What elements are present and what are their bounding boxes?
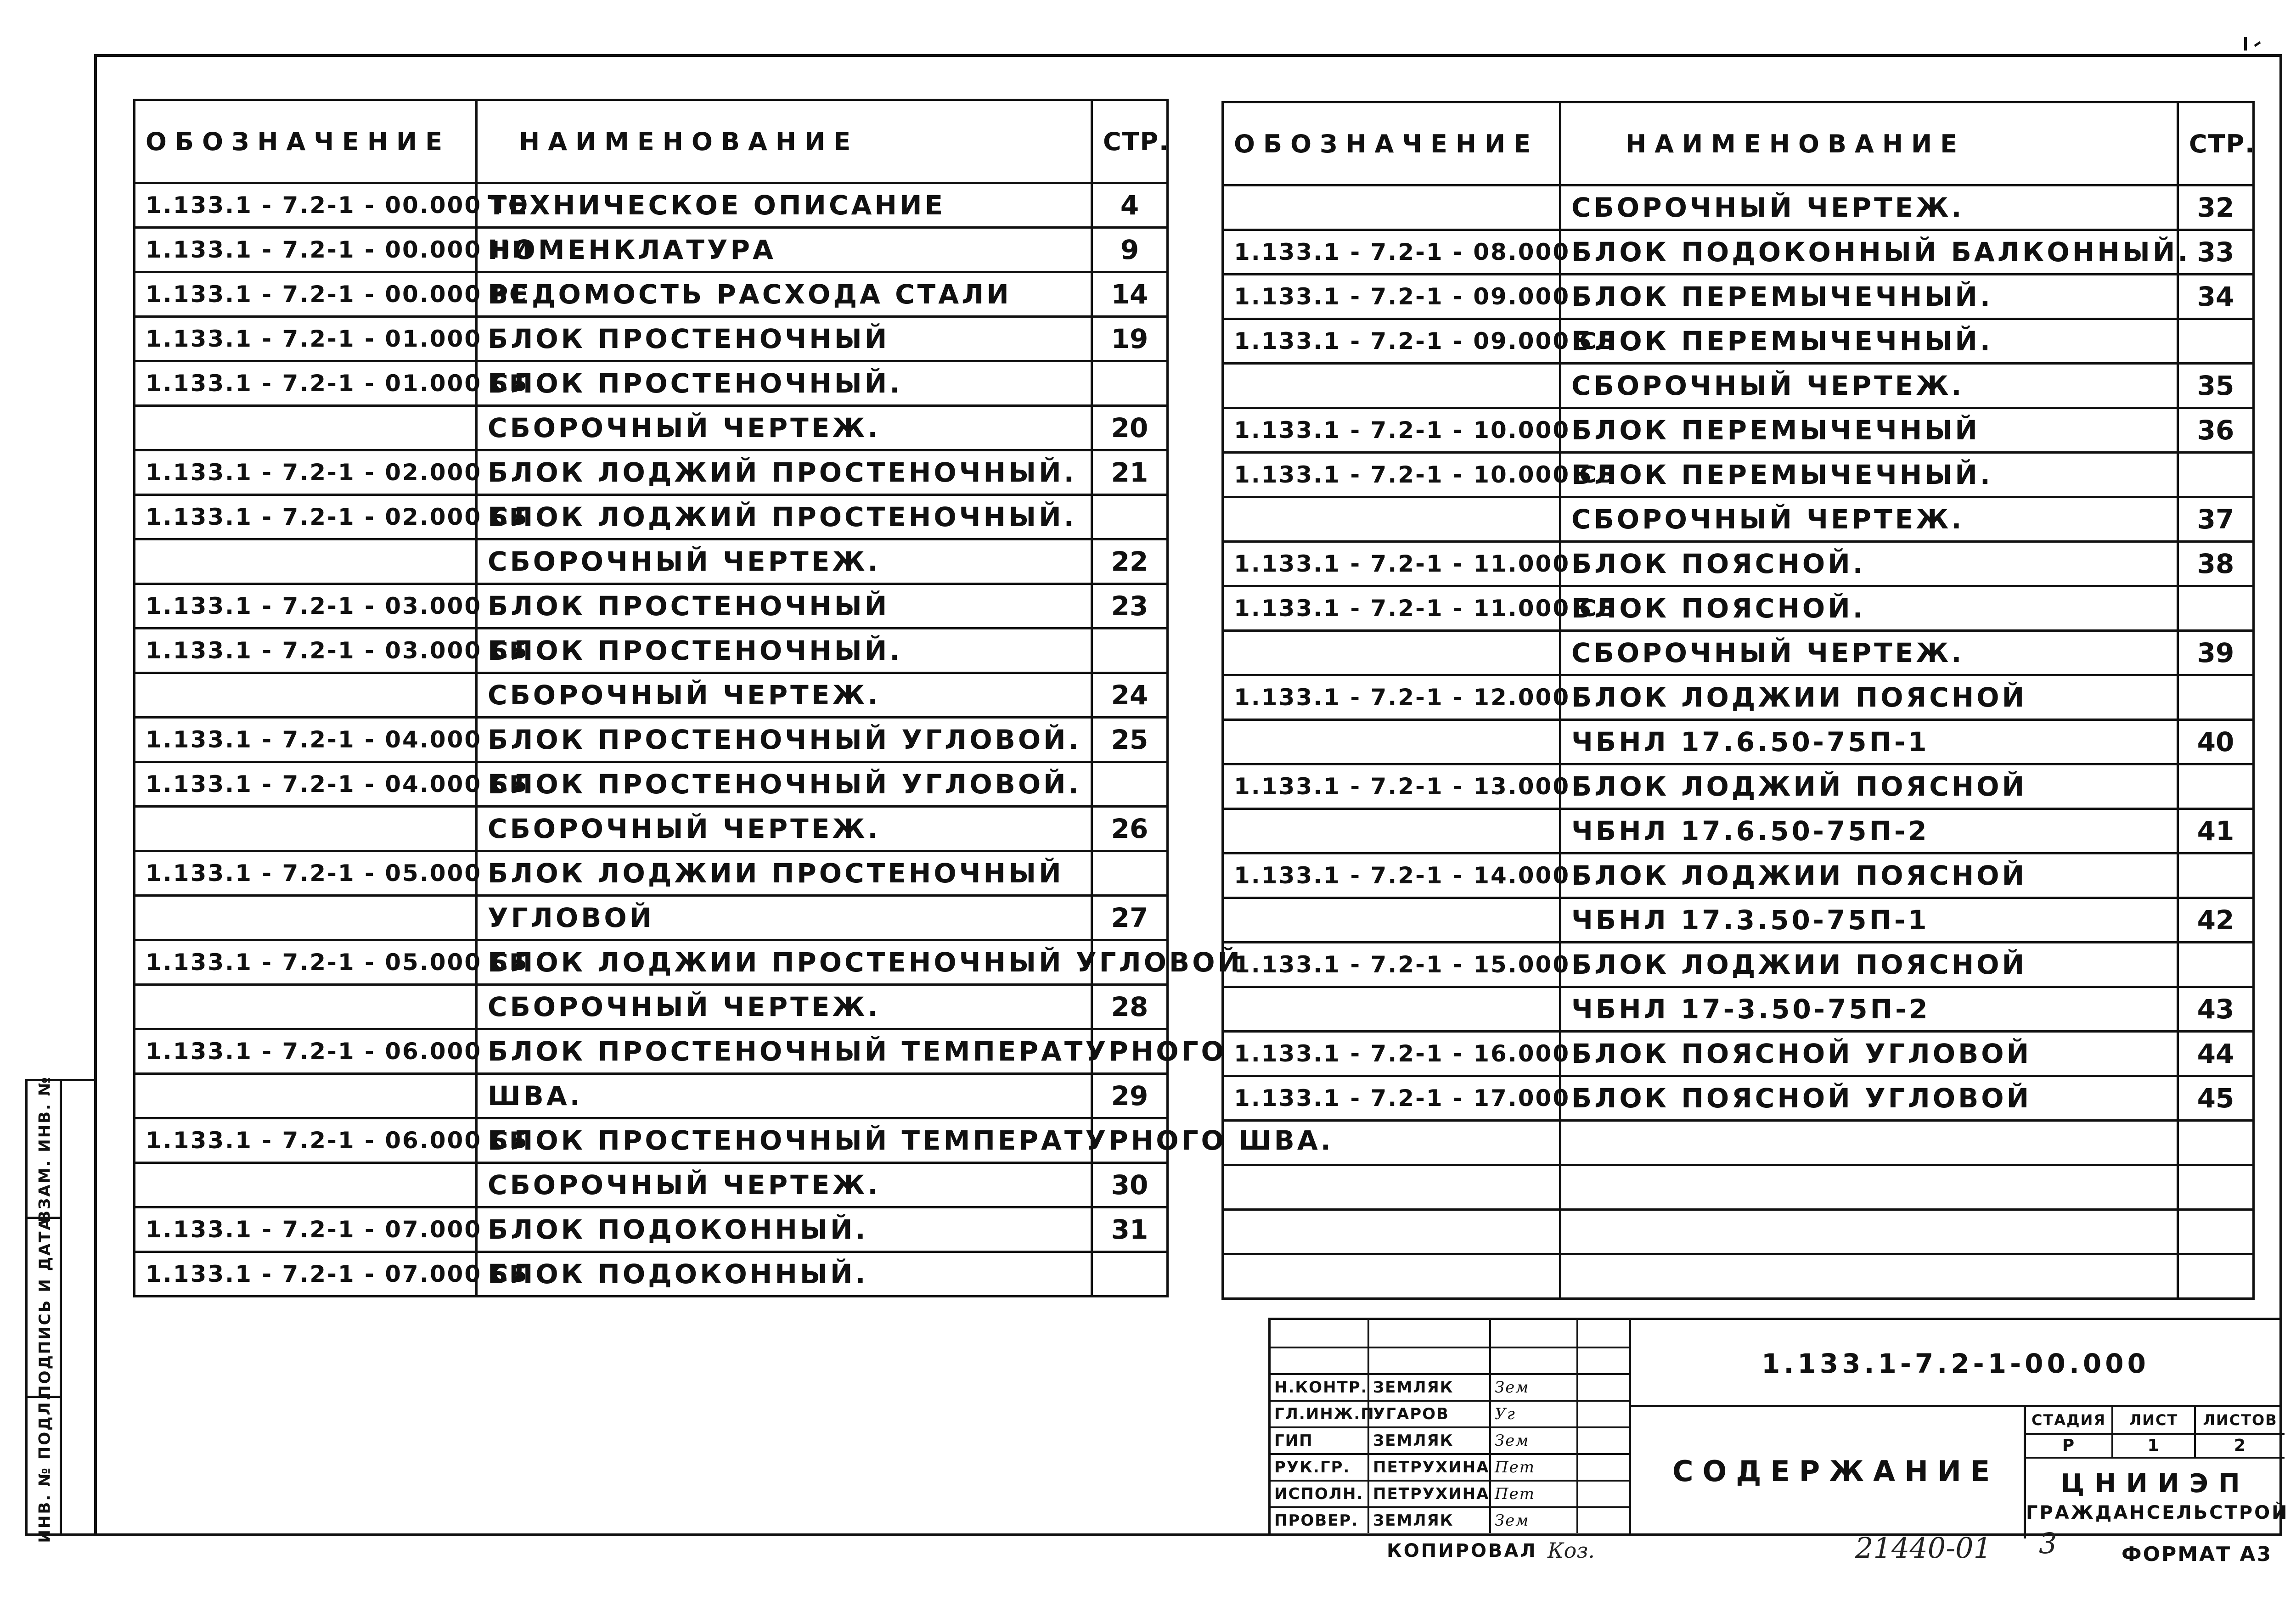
side-label-signature-date: ПОДПИСЬ И ДАТА (35, 1216, 54, 1398)
cell-name: СБОРОЧНЫЙ ЧЕРТЕЖ. (477, 539, 1092, 584)
cell-code: 1.133.1 - 7.2-1 - 17.000 (1223, 1076, 1560, 1121)
cell-name: СБОРОЧНЫЙ ЧЕРТЕЖ. (477, 406, 1092, 450)
cell-name: БЛОК ПРОСТЕНОЧНЫЙ ТЕМПЕРАТУРНОГО (477, 1029, 1092, 1074)
staff-row (1271, 1480, 1629, 1506)
side-label-replaced-inv: ВЗАМ. ИНВ. № (35, 1075, 54, 1223)
cell-page: 24 (1092, 673, 1168, 718)
cell-page: 29 (1092, 1074, 1168, 1118)
cell-name: БЛОК ЛОДЖИИ ПРОСТЕНОЧНЫЙ УГЛОВОЙ (477, 940, 1092, 985)
cell-page: 32 (2178, 185, 2254, 230)
table-row (1223, 1165, 2254, 1210)
table-row (1223, 1210, 2254, 1254)
cell-page: 42 (2178, 898, 2254, 943)
cell-page: 26 (1092, 807, 1168, 851)
cell-name: БЛОК ПРОСТЕНОЧНЫЙ (477, 584, 1092, 629)
cell-page: 28 (1092, 985, 1168, 1029)
cell-code: 1.133.1 - 7.2-1 - 02.000 (135, 450, 477, 495)
staff-name: УГАРОВ (1369, 1402, 1491, 1426)
table-row (135, 985, 1168, 1029)
cell-code: 1.133.1 - 7.2-1 - 00.000 НИ (135, 228, 477, 272)
archive-number: 21440-01 (1855, 1531, 1992, 1565)
cell-name: БЛОК ЛОДЖИЙ ПРОСТЕНОЧНЫЙ. (477, 450, 1092, 495)
cell-code (135, 673, 477, 718)
staff-row (1271, 1400, 1629, 1426)
cell-page: 38 (2178, 542, 2254, 586)
cell-code: 1.133.1 - 7.2-1 - 07.000 СБ (135, 1252, 477, 1297)
cell-page: 33 (2178, 230, 2254, 275)
table-row (1223, 1076, 2254, 1121)
copied-signature: Коз. (1548, 1538, 1595, 1563)
sheets-value: 2 (2196, 1435, 2285, 1459)
cell-page (1092, 629, 1168, 673)
cell-code (135, 1163, 477, 1207)
table-row (135, 940, 1168, 985)
table-row (135, 361, 1168, 406)
cell-name: БЛОК ПЕРЕМЫЧЕЧНЫЙ. (1560, 319, 2178, 364)
staff-role: Н.КОНТР. (1271, 1375, 1369, 1400)
side-stamp-label-column (28, 1075, 62, 1543)
cell-page: 44 (2178, 1032, 2254, 1076)
cell-code (135, 896, 477, 940)
cell-name: БЛОК ПРОСТЕНОЧНЫЙ (477, 317, 1092, 361)
table-row (135, 272, 1168, 317)
staff-signature: Зем (1491, 1428, 1578, 1453)
contents-table-right (1221, 101, 2255, 1300)
cell-name: БЛОК ПОДОКОННЫЙ БАЛКОННЫЙ. (1560, 230, 2178, 275)
cell-page (2178, 1210, 2254, 1254)
title-block-staff-grid (1268, 1318, 1631, 1536)
table-row (135, 1118, 1168, 1163)
table-row (135, 896, 1168, 940)
cell-code: 1.133.1 - 7.2-1 - 11.000 (1223, 542, 1560, 586)
cell-name: ЧБНЛ 17-3.50-75П-2 (1560, 987, 2178, 1032)
cell-name (1560, 1121, 2178, 1165)
cell-code (135, 406, 477, 450)
cell-code (1223, 720, 1560, 764)
side-cell-original-inv (28, 1393, 62, 1543)
cell-code: 1.133.1 - 7.2-1 - 14.000 (1223, 853, 1560, 898)
cell-code: 1.133.1 - 7.2-1 - 00.000 ТО (135, 183, 477, 228)
cell-name: НОМЕНКЛАТУРА (477, 228, 1092, 272)
cell-name: СБОРОЧНЫЙ ЧЕРТЕЖ. (477, 807, 1092, 851)
cell-page (2178, 1254, 2254, 1299)
cell-page: 21 (1092, 450, 1168, 495)
cell-code (1223, 987, 1560, 1032)
staff-role: РУК.ГР. (1271, 1455, 1369, 1480)
table-row (135, 673, 1168, 718)
col-header-name: НАИМЕНОВАНИЕ (477, 100, 1092, 183)
table-header-row (1223, 102, 2254, 185)
side-label-original-inv: ИНВ. № ПОДЛ. (35, 1393, 54, 1543)
cell-page: 31 (1092, 1207, 1168, 1252)
cell-page: 45 (2178, 1076, 2254, 1121)
table-row (135, 1252, 1168, 1297)
cell-code (1223, 364, 1560, 408)
staff-date (1578, 1508, 1631, 1533)
cell-page (2178, 453, 2254, 497)
cell-page (1092, 1252, 1168, 1297)
table-row (135, 584, 1168, 629)
cell-page (2178, 319, 2254, 364)
table-row (1223, 720, 2254, 764)
table-row (1223, 1254, 2254, 1299)
cell-name: ШВА. (477, 1074, 1092, 1118)
cell-page: 20 (1092, 406, 1168, 450)
table-row (1223, 809, 2254, 853)
cell-name: БЛОК ПОДОКОННЫЙ. (477, 1207, 1092, 1252)
cell-name: БЛОК ЛОДЖИИ ПОЯСНОЙ (1560, 853, 2178, 898)
table-row (1223, 675, 2254, 720)
cell-name: ЧБНЛ 17.3.50-75П-1 (1560, 898, 2178, 943)
document-title: СОДЕРЖАНИЕ (1631, 1407, 2026, 1538)
staff-name: ПЕТРУХИНА (1369, 1455, 1491, 1480)
copied-label: КОПИРОВАЛ (1387, 1540, 1537, 1561)
staff-name: ЗЕМЛЯК (1369, 1508, 1491, 1533)
table-row (1223, 1121, 2254, 1165)
staff-role: ГЛ.ИНЖ.П. (1271, 1402, 1369, 1426)
cell-name: БЛОК ПЕРЕМЫЧЕЧНЫЙ. (1560, 453, 2178, 497)
cell-page (1092, 851, 1168, 896)
table-row (1223, 497, 2254, 542)
col-header-code: ОБОЗНАЧЕНИЕ (135, 100, 477, 183)
cell-page (2178, 764, 2254, 809)
cell-page: 9 (1092, 228, 1168, 272)
cell-name: БЛОК ПЕРЕМЫЧЕЧНЫЙ (1560, 408, 2178, 453)
cell-page (2178, 586, 2254, 631)
cell-name: ЧБНЛ 17.6.50-75П-2 (1560, 809, 2178, 853)
cell-code: 1.133.1 - 7.2-1 - 08.000 (1223, 230, 1560, 275)
title-block-main (1629, 1318, 2289, 1536)
cell-name (1560, 1254, 2178, 1299)
table-row (135, 317, 1168, 361)
cell-name: СБОРОЧНЫЙ ЧЕРТЕЖ. (477, 673, 1092, 718)
format-label: ФОРМАТ А3 (2122, 1543, 2273, 1566)
table-row (1223, 275, 2254, 319)
cell-name: БЛОК ПОЯСНОЙ. (1560, 586, 2178, 631)
cell-name: БЛОК ПОЯСНОЙ. (1560, 542, 2178, 586)
table-row (135, 1029, 1168, 1074)
stage-value: Р (2026, 1435, 2113, 1459)
contents-table-left (133, 99, 1334, 1297)
cell-code: 1.133.1 - 7.2-1 - 10.000 (1223, 408, 1560, 453)
cell-code (135, 807, 477, 851)
cell-code (1223, 1121, 1560, 1165)
cell-code (1223, 497, 1560, 542)
cell-page (1092, 361, 1168, 406)
cell-page: 35 (2178, 364, 2254, 408)
title-block (1268, 1318, 2289, 1536)
staff-spacer-row (1271, 1347, 1629, 1373)
organization-subname: ГРАЖДАНСЕЛЬСТРОЙ (2026, 1502, 2289, 1523)
staff-spacer-row (1271, 1320, 1629, 1347)
table-body (1223, 185, 2254, 1299)
table-body (135, 183, 1334, 1297)
table-row (135, 495, 1168, 539)
cell-code (1223, 1210, 1560, 1254)
cell-name: БЛОК ЛОДЖИЙ ПОЯСНОЙ (1560, 764, 2178, 809)
sheet-label: ЛИСТ (2113, 1407, 2196, 1435)
cell-name: БЛОК ЛОДЖИИ ПРОСТЕНОЧНЫЙ (477, 851, 1092, 896)
cell-name: БЛОК ПРОСТЕНОЧНЫЙ ТЕМПЕРАТУРНОГО ШВА. (477, 1118, 1092, 1163)
cell-page: 37 (2178, 497, 2254, 542)
staff-signature: Уг (1491, 1402, 1578, 1426)
cell-code (1223, 1165, 1560, 1210)
cell-page (1092, 495, 1168, 539)
side-cell-replaced-inv (28, 1075, 62, 1223)
table-row (135, 762, 1168, 807)
cell-name: СБОРОЧНЫЙ ЧЕРТЕЖ. (477, 985, 1092, 1029)
cell-code (135, 1074, 477, 1118)
document-code: 1.133.1-7.2-1-00.000 (1631, 1320, 2280, 1407)
cell-page: 41 (2178, 809, 2254, 853)
cell-name: СБОРОЧНЫЙ ЧЕРТЕЖ. (1560, 185, 2178, 230)
cell-code (135, 539, 477, 584)
table-row (1223, 1032, 2254, 1076)
table-row (1223, 185, 2254, 230)
cell-name: БЛОК ЛОДЖИЙ ПРОСТЕНОЧНЫЙ. (477, 495, 1092, 539)
cell-page (1092, 762, 1168, 807)
cell-name: СБОРОЧНЫЙ ЧЕРТЕЖ. (1560, 497, 2178, 542)
cell-code: 1.133.1 - 7.2-1 - 01.000 СБ (135, 361, 477, 406)
cell-code (135, 985, 477, 1029)
cell-code: 1.133.1 - 7.2-1 - 10.000 СБ (1223, 453, 1560, 497)
sheet-value: 1 (2113, 1435, 2196, 1459)
col-header-code: ОБОЗНАЧЕНИЕ (1223, 102, 1560, 185)
cell-page: 34 (2178, 275, 2254, 319)
cell-page: 14 (1092, 272, 1168, 317)
cell-code: 1.133.1 - 7.2-1 - 16.000 (1223, 1032, 1560, 1076)
table-row (1223, 586, 2254, 631)
staff-signature: Зем (1491, 1375, 1578, 1400)
staff-date (1578, 1375, 1631, 1400)
cell-name (1560, 1210, 2178, 1254)
staff-row (1271, 1506, 1629, 1533)
staff-role: ПРОВЕР. (1271, 1508, 1369, 1533)
cell-name: СБОРОЧНЫЙ ЧЕРТЕЖ. (477, 1163, 1092, 1207)
cell-code: 1.133.1 - 7.2-1 - 01.000 (135, 317, 477, 361)
stage-panel (2026, 1407, 2289, 1538)
corner-mark (2236, 18, 2291, 55)
cell-code: 1.133.1 - 7.2-1 - 05.000 СБ (135, 940, 477, 985)
cell-code (1223, 1254, 1560, 1299)
staff-date (1578, 1402, 1631, 1426)
table-row (135, 629, 1168, 673)
staff-row (1271, 1373, 1629, 1400)
staff-signature: Пет (1491, 1482, 1578, 1506)
cell-name: БЛОК ЛОДЖИИ ПОЯСНОЙ (1560, 675, 2178, 720)
cell-page (2178, 943, 2254, 987)
table-row (135, 1074, 1168, 1118)
cell-name (1560, 1165, 2178, 1210)
cell-page: 4 (1092, 183, 1168, 228)
cell-page: 27 (1092, 896, 1168, 940)
staff-signature: Зем (1491, 1508, 1578, 1533)
organization-name: ЦНИИЭП (2060, 1469, 2250, 1499)
staff-date (1578, 1482, 1631, 1506)
cell-name: БЛОК ПОЯСНОЙ УГЛОВОЙ (1560, 1032, 2178, 1076)
cell-page: 23 (1092, 584, 1168, 629)
cell-page: 36 (2178, 408, 2254, 453)
cell-code (1223, 809, 1560, 853)
table-row (1223, 764, 2254, 809)
side-cell-signature-date (28, 1217, 62, 1396)
staff-role: ГИП (1271, 1428, 1369, 1453)
table-header-row (135, 100, 1168, 183)
cell-code: 1.133.1 - 7.2-1 - 04.000 СБ (135, 762, 477, 807)
col-header-page: СТР. (1092, 100, 1168, 183)
col-header-page: СТР. (2178, 102, 2254, 185)
table-row (1223, 898, 2254, 943)
cell-code: 1.133.1 - 7.2-1 - 06.000 СБ (135, 1118, 477, 1163)
cell-page: 39 (2178, 631, 2254, 675)
cell-code (1223, 898, 1560, 943)
staff-name: ПЕТРУХИНА (1369, 1482, 1491, 1506)
staff-name: ЗЕМЛЯК (1369, 1375, 1491, 1400)
cell-name: БЛОК ПРОСТЕНОЧНЫЙ УГЛОВОЙ. (477, 718, 1092, 762)
cell-code: 1.133.1 - 7.2-1 - 06.000 (135, 1029, 477, 1074)
cell-page: 25 (1092, 718, 1168, 762)
table-row (1223, 853, 2254, 898)
staff-row (1271, 1453, 1629, 1480)
cell-name: ВЕДОМОСТЬ РАСХОДА СТАЛИ (477, 272, 1092, 317)
table-row (1223, 987, 2254, 1032)
cell-page (2178, 1165, 2254, 1210)
cell-code (1223, 631, 1560, 675)
cell-code: 1.133.1 - 7.2-1 - 07.000 (135, 1207, 477, 1252)
cell-name: ТЕХНИЧЕСКОЕ ОПИСАНИЕ (477, 183, 1092, 228)
table-row (135, 228, 1168, 272)
cell-code: 1.133.1 - 7.2-1 - 03.000 (135, 584, 477, 629)
cell-name: БЛОК ПЕРЕМЫЧЕЧНЫЙ. (1560, 275, 2178, 319)
table-row (135, 851, 1168, 896)
staff-date (1578, 1428, 1631, 1453)
table-row (135, 450, 1168, 495)
table-row (1223, 453, 2254, 497)
table-row (135, 1163, 1168, 1207)
cell-page: 30 (1092, 1163, 1168, 1207)
cell-name: УГЛОВОЙ (477, 896, 1092, 940)
cell-code: 1.133.1 - 7.2-1 - 11.000 СБ (1223, 586, 1560, 631)
staff-role: ИСПОЛН. (1271, 1482, 1369, 1506)
table-row (135, 539, 1168, 584)
table-row (135, 1207, 1168, 1252)
page-number: 3 (2039, 1527, 2057, 1560)
cell-name: СБОРОЧНЫЙ ЧЕРТЕЖ. (1560, 364, 2178, 408)
cell-name: БЛОК ПОДОКОННЫЙ. (477, 1252, 1092, 1297)
staff-row (1271, 1426, 1629, 1453)
cell-name: БЛОК ЛОДЖИИ ПОЯСНОЙ (1560, 943, 2178, 987)
col-header-name: НАИМЕНОВАНИЕ (1560, 102, 2178, 185)
table-row (1223, 408, 2254, 453)
table-row (135, 807, 1168, 851)
side-stamp (25, 1075, 94, 1543)
cell-code: 1.133.1 - 7.2-1 - 00.000 РС (135, 272, 477, 317)
staff-date (1578, 1455, 1631, 1480)
table-row (1223, 230, 2254, 275)
table-row (135, 718, 1168, 762)
cell-page (2178, 853, 2254, 898)
cell-code: 1.133.1 - 7.2-1 - 09.000 (1223, 275, 1560, 319)
cell-page (2178, 675, 2254, 720)
cell-name: ЧБНЛ 17.6.50-75П-1 (1560, 720, 2178, 764)
cell-page: 19 (1092, 317, 1168, 361)
cell-name: БЛОК ПРОСТЕНОЧНЫЙ. (477, 629, 1092, 673)
cell-code: 1.133.1 - 7.2-1 - 03.000 СБ (135, 629, 477, 673)
cell-code (1223, 185, 1560, 230)
table-row (1223, 631, 2254, 675)
cell-code: 1.133.1 - 7.2-1 - 12.000 (1223, 675, 1560, 720)
table-row (1223, 364, 2254, 408)
cell-name: БЛОК ПОЯСНОЙ УГЛОВОЙ (1560, 1076, 2178, 1121)
cell-code: 1.133.1 - 7.2-1 - 05.000 (135, 851, 477, 896)
table-row (135, 183, 1168, 228)
cell-name: БЛОК ПРОСТЕНОЧНЫЙ УГЛОВОЙ. (477, 762, 1092, 807)
cell-page: 43 (2178, 987, 2254, 1032)
cell-page: 22 (1092, 539, 1168, 584)
stage-label: СТАДИЯ (2026, 1407, 2113, 1435)
cell-name: СБОРОЧНЫЙ ЧЕРТЕЖ. (1560, 631, 2178, 675)
table-row (1223, 542, 2254, 586)
cell-name: БЛОК ПРОСТЕНОЧНЫЙ. (477, 361, 1092, 406)
cell-page (2178, 1121, 2254, 1165)
cell-code: 1.133.1 - 7.2-1 - 02.000 СБ (135, 495, 477, 539)
staff-signature: Пет (1491, 1455, 1578, 1480)
cell-page: 40 (2178, 720, 2254, 764)
staff-name: ЗЕМЛЯК (1369, 1428, 1491, 1453)
sheets-label: ЛИСТОВ (2196, 1407, 2285, 1435)
table-row (135, 406, 1168, 450)
cell-code: 1.133.1 - 7.2-1 - 09.000 СБ (1223, 319, 1560, 364)
cell-code: 1.133.1 - 7.2-1 - 15.000 (1223, 943, 1560, 987)
table-row (1223, 943, 2254, 987)
cell-code: 1.133.1 - 7.2-1 - 04.000 (135, 718, 477, 762)
cell-code: 1.133.1 - 7.2-1 - 13.000 (1223, 764, 1560, 809)
table-row (1223, 319, 2254, 364)
organization (2026, 1459, 2289, 1538)
